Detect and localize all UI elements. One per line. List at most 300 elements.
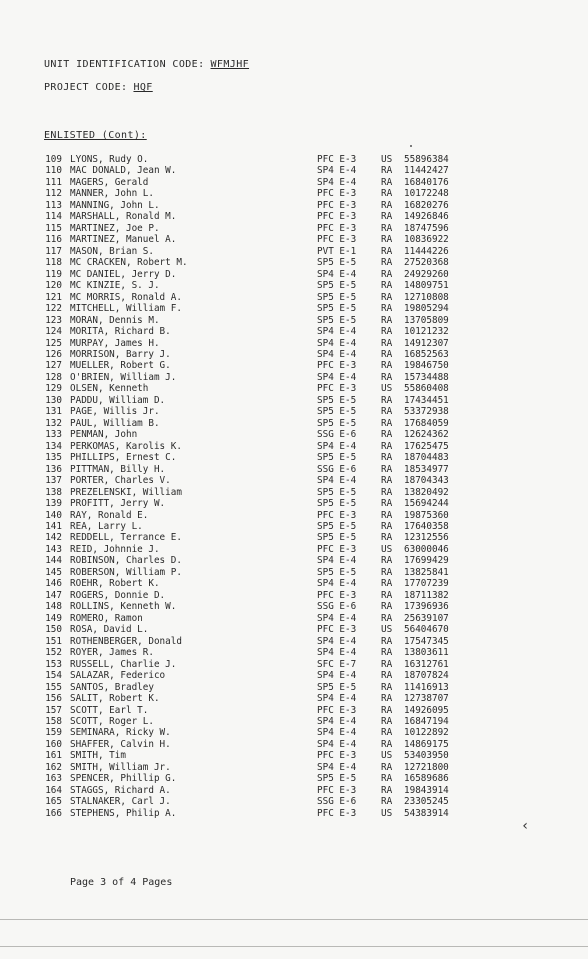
row-number: 109 [45, 154, 62, 165]
scan-line [0, 946, 588, 947]
table-row [0, 441, 588, 452]
service-number: 13825841 [404, 566, 449, 578]
soldier-name: ROMERO, Ramon [70, 612, 143, 624]
table-row [0, 360, 588, 371]
row-number: 119 [45, 268, 62, 280]
soldier-name: ROSA, David L. [70, 624, 149, 636]
table-row [0, 578, 588, 589]
soldier-name: MASON, Brian S. [70, 245, 154, 257]
service-prefix: RA [381, 555, 393, 567]
service-prefix: RA [381, 784, 393, 796]
row-number: 137 [45, 475, 62, 487]
page-footer: Page 3 of 4 Pages [70, 877, 173, 888]
row-number: 113 [45, 199, 62, 211]
service-prefix: RA [381, 199, 393, 211]
row-number: 143 [45, 543, 62, 555]
row-number: 110 [45, 165, 62, 177]
margin-check-mark: ‹ [521, 818, 530, 834]
soldier-name: MANNER, John L. [70, 188, 154, 200]
table-row [0, 762, 588, 773]
rank-grade: PFC E-3 [317, 750, 357, 762]
row-number: 131 [45, 406, 62, 418]
rank-grade: SP5 E-5 [317, 498, 357, 510]
rank-grade: SP4 E-4 [317, 371, 357, 383]
soldier-name: REA, Larry L. [70, 521, 143, 532]
soldier-name: MAGERS, Gerald [70, 176, 149, 188]
table-row [0, 326, 588, 337]
row-number: 152 [45, 647, 62, 659]
project-code-line [44, 82, 153, 93]
rank-grade: PFC E-3 [317, 624, 357, 636]
table-row [0, 188, 588, 199]
table-row [0, 383, 588, 394]
rank-grade: SSG E-6 [317, 463, 357, 475]
soldier-name: ROBINSON, Charles D. [70, 555, 182, 567]
row-number: 124 [45, 326, 62, 338]
soldier-name: PROFITT, Jerry W. [70, 498, 166, 510]
soldier-name: PAUL, William B. [70, 417, 160, 429]
row-number: 164 [45, 784, 62, 796]
soldier-name: SCOTT, Earl T. [70, 704, 149, 716]
soldier-name: RUSSELL, Charlie J. [70, 658, 177, 670]
project-code-label: PROJECT CODE: [44, 82, 128, 93]
unit-code-label: UNIT IDENTIFICATION CODE: [44, 59, 205, 70]
row-number: 129 [45, 383, 62, 395]
rank-grade: SP4 E-4 [317, 268, 357, 280]
row-number: 141 [45, 521, 62, 532]
service-prefix: RA [381, 417, 393, 429]
rank-grade: SP4 E-4 [317, 337, 357, 349]
project-code-value: HQF [133, 82, 153, 93]
rank-grade: SP5 E-5 [317, 532, 357, 544]
table-row [0, 372, 588, 383]
table-row [0, 636, 588, 647]
rank-grade: PFC E-3 [317, 360, 357, 372]
soldier-name: ROGERS, Donnie D. [70, 589, 166, 601]
unit-identification-line [44, 59, 249, 70]
rank-grade: PFC E-3 [317, 784, 357, 796]
table-row [0, 315, 588, 326]
service-number: 13803611 [404, 647, 449, 659]
row-number: 140 [45, 509, 62, 521]
soldier-name: ROBERSON, William P. [70, 566, 182, 578]
service-prefix: RA [381, 704, 393, 716]
rank-grade: PFC E-3 [317, 222, 357, 234]
service-number: 18707824 [404, 670, 449, 682]
table-row [0, 773, 588, 784]
service-number: 25639107 [404, 612, 449, 624]
service-number: 12624362 [404, 429, 449, 441]
service-prefix: RA [381, 670, 393, 682]
rank-grade: SP5 E-5 [317, 773, 357, 785]
rank-grade: SSG E-6 [317, 601, 357, 613]
table-row [0, 727, 588, 738]
row-number: 117 [45, 245, 62, 257]
service-number: 10121232 [404, 326, 449, 338]
soldier-name: REID, Johnnie J. [70, 543, 160, 555]
rank-grade: SP5 E-5 [317, 303, 357, 315]
table-row [0, 165, 588, 176]
row-number: 151 [45, 635, 62, 647]
row-number: 146 [45, 578, 62, 590]
row-number: 112 [45, 188, 62, 200]
rank-grade: SP5 E-5 [317, 486, 357, 498]
service-number: 13705809 [404, 314, 449, 326]
rank-grade: PVT E-1 [317, 245, 357, 257]
rank-grade: PFC E-3 [317, 543, 357, 555]
row-number: 118 [45, 257, 62, 269]
service-prefix: RA [381, 693, 393, 705]
table-row [0, 211, 588, 222]
soldier-name: MC CRACKEN, Robert M. [70, 257, 188, 269]
rank-grade: SP5 E-5 [317, 406, 357, 418]
table-row [0, 429, 588, 440]
rank-grade: SP5 E-5 [317, 417, 357, 429]
service-prefix: RA [381, 658, 393, 670]
soldier-name: MANNING, John L. [70, 199, 160, 211]
row-number: 114 [45, 211, 62, 223]
rank-grade: SP5 E-5 [317, 291, 357, 303]
rank-grade: SP4 E-4 [317, 555, 357, 567]
service-number: 53403950 [404, 750, 449, 762]
row-number: 162 [45, 761, 62, 773]
row-number: 121 [45, 291, 62, 303]
service-prefix: RA [381, 360, 393, 372]
service-prefix: US [381, 750, 393, 762]
rank-grade: SP4 E-4 [317, 635, 357, 647]
row-number: 149 [45, 612, 62, 624]
row-number: 165 [45, 796, 62, 808]
service-number: 53372938 [404, 406, 449, 418]
rank-grade: PFC E-3 [317, 807, 357, 819]
rank-grade: SP4 E-4 [317, 761, 357, 773]
row-number: 166 [45, 807, 62, 819]
table-row [0, 177, 588, 188]
table-row [0, 670, 588, 681]
service-prefix: RA [381, 348, 393, 360]
service-prefix: RA [381, 589, 393, 601]
rank-grade: PFC E-3 [317, 199, 357, 211]
table-row [0, 303, 588, 314]
section-title: ENLISTED (Cont): [44, 130, 147, 141]
table-row [0, 510, 588, 521]
soldier-name: PENMAN, John [70, 429, 138, 441]
service-prefix: RA [381, 429, 393, 441]
unit-code-value: WFMJHF [210, 59, 250, 70]
soldier-name: MC DANIEL, Jerry D. [70, 268, 177, 280]
service-number: 17699429 [404, 555, 449, 567]
table-row [0, 234, 588, 245]
row-number: 163 [45, 773, 62, 785]
row-number: 132 [45, 417, 62, 429]
soldier-name: PREZELENSKI, William [70, 486, 182, 498]
rank-grade: SP4 E-4 [317, 440, 357, 452]
table-row [0, 498, 588, 509]
row-number: 120 [45, 280, 62, 292]
table-row [0, 532, 588, 543]
rank-grade: PFC E-3 [317, 188, 357, 200]
soldier-name: PAGE, Willis Jr. [70, 406, 160, 418]
row-number: 123 [45, 314, 62, 326]
service-prefix: RA [381, 521, 393, 532]
table-row [0, 716, 588, 727]
service-number: 23305245 [404, 796, 449, 808]
soldier-name: PADDU, William D. [70, 394, 166, 406]
row-number: 134 [45, 440, 62, 452]
table-row [0, 567, 588, 578]
table-row [0, 154, 588, 165]
row-number: 122 [45, 303, 62, 315]
soldier-name: STAGGS, Richard A. [70, 784, 171, 796]
rank-grade: SP4 E-4 [317, 176, 357, 188]
table-row [0, 682, 588, 693]
service-prefix: RA [381, 314, 393, 326]
row-number: 156 [45, 693, 62, 705]
rank-grade: SSG E-6 [317, 429, 357, 441]
row-number: 130 [45, 394, 62, 406]
soldier-name: SMITH, William Jr. [70, 761, 171, 773]
service-number: 18534977 [404, 463, 449, 475]
service-prefix: US [381, 543, 393, 555]
service-number: 13820492 [404, 486, 449, 498]
table-row [0, 200, 588, 211]
soldier-name: MARTINEZ, Manuel A. [70, 234, 177, 246]
service-prefix: RA [381, 681, 393, 693]
service-prefix: RA [381, 475, 393, 487]
service-number: 19805294 [404, 303, 449, 315]
service-prefix: RA [381, 463, 393, 475]
service-prefix: RA [381, 234, 393, 246]
service-prefix: US [381, 807, 393, 819]
service-prefix: RA [381, 738, 393, 750]
row-number: 128 [45, 371, 62, 383]
table-row [0, 601, 588, 612]
service-prefix: RA [381, 578, 393, 590]
rank-grade: SP5 E-5 [317, 394, 357, 406]
service-number: 18704483 [404, 452, 449, 464]
service-prefix: US [381, 154, 393, 165]
service-prefix: RA [381, 280, 393, 292]
row-number: 161 [45, 750, 62, 762]
row-number: 135 [45, 452, 62, 464]
service-number: 11416913 [404, 681, 449, 693]
table-row [0, 475, 588, 486]
soldier-name: MITCHELL, William F. [70, 303, 182, 315]
row-number: 147 [45, 589, 62, 601]
service-number: 12738707 [404, 693, 449, 705]
rank-grade: PFC E-3 [317, 234, 357, 246]
service-number: 16852563 [404, 348, 449, 360]
row-number: 148 [45, 601, 62, 613]
service-prefix: RA [381, 303, 393, 315]
rank-grade: SP5 E-5 [317, 681, 357, 693]
table-row [0, 555, 588, 566]
service-number: 55860408 [404, 383, 449, 395]
service-number: 16840176 [404, 176, 449, 188]
service-number: 24929260 [404, 268, 449, 280]
table-row [0, 452, 588, 463]
soldier-name: MURPAY, James H. [70, 337, 160, 349]
table-row [0, 659, 588, 670]
table-row [0, 246, 588, 257]
soldier-name: ROYER, James R. [70, 647, 154, 659]
rank-grade: SFC E-7 [317, 658, 357, 670]
table-row [0, 395, 588, 406]
row-number: 150 [45, 624, 62, 636]
table-row [0, 785, 588, 796]
service-number: 63000046 [404, 543, 449, 555]
row-number: 158 [45, 715, 62, 727]
rank-grade: SSG E-6 [317, 796, 357, 808]
row-number: 138 [45, 486, 62, 498]
table-row [0, 590, 588, 601]
table-row [0, 647, 588, 658]
table-row [0, 693, 588, 704]
table-row [0, 338, 588, 349]
service-number: 18747596 [404, 222, 449, 234]
rank-grade: SP4 E-4 [317, 647, 357, 659]
soldier-name: MUELLER, Robert G. [70, 360, 171, 372]
soldier-name: PITTMAN, Billy H. [70, 463, 166, 475]
service-number: 17547345 [404, 635, 449, 647]
table-row [0, 487, 588, 498]
service-number: 12721800 [404, 761, 449, 773]
service-number: 12710808 [404, 291, 449, 303]
table-row [0, 464, 588, 475]
table-row [0, 521, 588, 532]
rank-grade: SP4 E-4 [317, 670, 357, 682]
rank-grade: SP4 E-4 [317, 738, 357, 750]
service-number: 18711382 [404, 589, 449, 601]
service-number: 10122892 [404, 727, 449, 739]
row-number: 127 [45, 360, 62, 372]
service-prefix: RA [381, 440, 393, 452]
row-number: 144 [45, 555, 62, 567]
soldier-name: MARSHALL, Ronald M. [70, 211, 177, 223]
service-prefix: RA [381, 394, 393, 406]
service-prefix: RA [381, 612, 393, 624]
soldier-name: SALIT, Robert K. [70, 693, 160, 705]
service-number: 17707239 [404, 578, 449, 590]
soldier-name: ROEHR, Robert K. [70, 578, 160, 590]
service-number: 17434451 [404, 394, 449, 406]
rank-grade: SP5 E-5 [317, 257, 357, 269]
service-number: 11444226 [404, 245, 449, 257]
table-row [0, 613, 588, 624]
stray-dot [410, 145, 412, 147]
service-number: 10836922 [404, 234, 449, 246]
service-number: 19846750 [404, 360, 449, 372]
row-number: 153 [45, 658, 62, 670]
service-number: 56404670 [404, 624, 449, 636]
service-prefix: RA [381, 268, 393, 280]
service-prefix: RA [381, 761, 393, 773]
service-number: 17684059 [404, 417, 449, 429]
row-number: 111 [45, 176, 62, 188]
soldier-name: STALNAKER, Carl J. [70, 796, 171, 808]
soldier-name: SEMINARA, Ricky W. [70, 727, 171, 739]
service-prefix: RA [381, 498, 393, 510]
service-prefix: RA [381, 486, 393, 498]
soldier-name: MORRISON, Barry J. [70, 348, 171, 360]
soldier-name: SHAFFER, Calvin H. [70, 738, 171, 750]
soldier-name: MARTINEZ, Joe P. [70, 222, 160, 234]
scan-line [0, 919, 588, 920]
service-prefix: RA [381, 188, 393, 200]
soldier-name: MORITA, Richard B. [70, 326, 171, 338]
row-number: 157 [45, 704, 62, 716]
soldier-name: RAY, Ronald E. [70, 509, 149, 521]
service-prefix: RA [381, 291, 393, 303]
row-number: 115 [45, 222, 62, 234]
row-number: 145 [45, 566, 62, 578]
service-number: 19843914 [404, 784, 449, 796]
table-row [0, 544, 588, 555]
soldier-name: SPENCER, Phillip G. [70, 773, 177, 785]
table-row [0, 750, 588, 761]
rank-grade: PFC E-3 [317, 704, 357, 716]
service-number: 17640358 [404, 521, 449, 532]
soldier-name: PHILLIPS, Ernest C. [70, 452, 177, 464]
rank-grade: PFC E-3 [317, 211, 357, 223]
service-prefix: RA [381, 326, 393, 338]
service-number: 10172248 [404, 188, 449, 200]
service-number: 19875360 [404, 509, 449, 521]
row-number: 154 [45, 670, 62, 682]
service-prefix: RA [381, 601, 393, 613]
service-prefix: RA [381, 176, 393, 188]
rank-grade: SP5 E-5 [317, 280, 357, 292]
soldier-name: PORTER, Charles V. [70, 475, 171, 487]
table-row [0, 705, 588, 716]
rank-grade: PFC E-3 [317, 154, 357, 165]
service-number: 14926095 [404, 704, 449, 716]
service-prefix: RA [381, 211, 393, 223]
rank-grade: SP4 E-4 [317, 715, 357, 727]
rank-grade: SP4 E-4 [317, 348, 357, 360]
personnel-roster [0, 154, 588, 819]
rank-grade: SP5 E-5 [317, 452, 357, 464]
service-number: 15734488 [404, 371, 449, 383]
soldier-name: O'BRIEN, William J. [70, 371, 177, 383]
rank-grade: SP4 E-4 [317, 165, 357, 177]
soldier-name: SCOTT, Roger L. [70, 715, 154, 727]
service-number: 12312556 [404, 532, 449, 544]
soldier-name: MAC DONALD, Jean W. [70, 165, 177, 177]
service-prefix: RA [381, 773, 393, 785]
rank-grade: SP5 E-5 [317, 521, 357, 532]
service-number: 18704343 [404, 475, 449, 487]
row-number: 136 [45, 463, 62, 475]
row-number: 155 [45, 681, 62, 693]
table-row [0, 292, 588, 303]
table-row [0, 739, 588, 750]
table-row [0, 418, 588, 429]
table-row [0, 624, 588, 635]
row-number: 159 [45, 727, 62, 739]
service-number: 16820276 [404, 199, 449, 211]
service-prefix: RA [381, 165, 393, 177]
rank-grade: SP4 E-4 [317, 475, 357, 487]
table-row [0, 280, 588, 291]
service-number: 16312761 [404, 658, 449, 670]
table-row [0, 269, 588, 280]
service-number: 14926846 [404, 211, 449, 223]
rank-grade: SP4 E-4 [317, 727, 357, 739]
service-prefix: RA [381, 715, 393, 727]
service-number: 17625475 [404, 440, 449, 452]
service-prefix: RA [381, 796, 393, 808]
